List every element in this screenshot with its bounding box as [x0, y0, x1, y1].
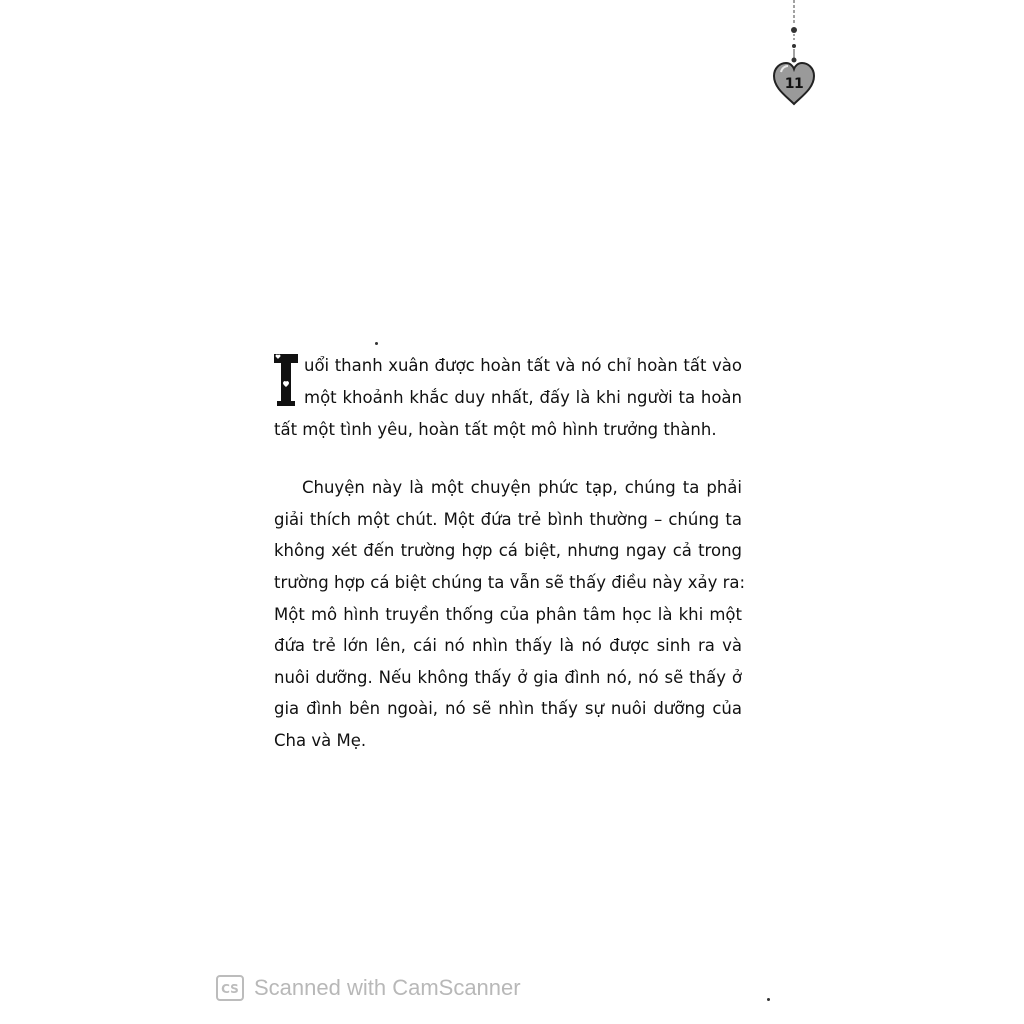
paragraph-2-line-3: không xét đến trường hợp cá biệt, nhưng ngay cả trong [274, 541, 742, 560]
paragraph-1-line-1: uổi thanh xuân được hoàn tất và nó chỉ hoàn tất vào [304, 356, 742, 375]
scan-speck [375, 342, 378, 345]
paragraph-2-line-8: gia đình bên ngoài, nó sẽ nhìn thấy sự nuôi dưỡng của [274, 699, 742, 718]
cs-logo-text: CS [221, 982, 239, 995]
page-number: 11 [784, 76, 804, 92]
drop-cap-letter [274, 354, 298, 406]
paragraph-2-line-7: nuôi dưỡng. Nếu không thấy ở gia đình nó, nó sẽ thấy ở [274, 668, 742, 687]
paragraph-2-line-9: Cha và Mẹ. [274, 731, 367, 750]
hanging-heart-icon [772, 0, 816, 112]
watermark-text: Scanned with CamScanner [254, 975, 521, 1000]
camscanner-logo-icon [216, 975, 244, 1001]
paragraph-1-line-3: tất một tình yêu, hoàn tất một mô hình trưởng thành. [274, 420, 717, 439]
paragraph-2-line-2: giải thích một chút. Một đứa trẻ bình thường – chúng ta [274, 510, 742, 529]
scan-speck [767, 998, 770, 1001]
page-number-ornament [772, 0, 816, 112]
paragraph-1-line-2: một khoảnh khắc duy nhất, đấy là khi người ta hoàn [304, 388, 742, 407]
paragraph-2-line-1: Chuyện này là một chuyện phức tạp, chúng ta phải [302, 478, 742, 497]
drop-cap [274, 354, 298, 406]
paragraph-2-line-4: trường hợp cá biệt chúng ta vẫn sẽ thấy điều này xảy ra: [274, 573, 746, 592]
paragraph-2-line-5: Một mô hình truyền thống của phân tâm học là khi một [274, 605, 742, 624]
cs-logo-glyph [220, 981, 240, 995]
camscanner-watermark [216, 973, 521, 1003]
paragraph-2-line-6: đứa trẻ lớn lên, cái nó nhìn thấy là nó được sinh ra và [274, 636, 742, 655]
